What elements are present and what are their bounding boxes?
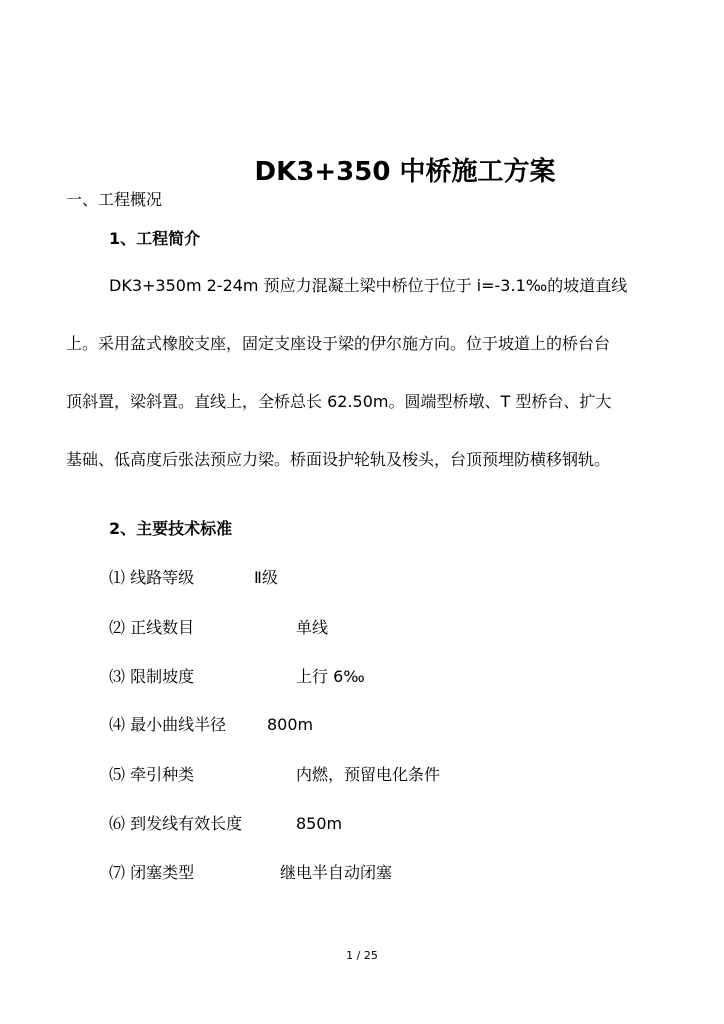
standard-label: ⑵ 正线数目 (109, 618, 195, 637)
standard-value: 800m (267, 715, 314, 734)
standard-item (109, 813, 669, 835)
standard-item (109, 862, 669, 884)
paragraph-line: 基础、低高度后张法预应力梁。桥面设护轮轨及梭头，台顶预埋防横移钢轨。 (66, 450, 611, 469)
standard-item (109, 764, 669, 786)
standard-label: ⑴ 线路等级 (109, 568, 195, 587)
standard-value: 单线 (296, 618, 329, 637)
standard-label: ⑷ 最小曲线半径 (109, 715, 227, 734)
standard-value: 850m (296, 814, 343, 833)
paragraph-line: DK3+350m 2-24m 预应力混凝土梁中桥位于位于 i=-3.1‰的坡道直线 (109, 276, 628, 295)
subsection-heading-standards: 2、主要技术标准 (109, 519, 233, 538)
section-heading-overview: 一、工程概况 (66, 190, 163, 209)
page-number: 1 / 25 (346, 949, 378, 962)
standard-label: ⑺ 闭塞类型 (109, 863, 195, 882)
subsection-heading-introduction: 1、工程简介 (109, 229, 201, 248)
standard-value: Ⅱ级 (254, 568, 278, 587)
standard-label: ⑸ 牵引种类 (109, 765, 195, 784)
standard-item (109, 617, 669, 639)
standard-value: 上行 6‰ (296, 667, 365, 686)
paragraph-line: 顶斜置，梁斜置。直线上，全桥总长 62.50m。圆端型桥墩、T 型桥台、扩大 (66, 392, 612, 411)
standard-value: 内燃，预留电化条件 (296, 765, 441, 784)
standard-item (109, 714, 669, 736)
document-title: DK3+350 中桥施工方案 (254, 157, 556, 187)
paragraph-line: 上。采用盆式橡胶支座，固定支座设于梁的伊尔施方向。位于坡道上的桥台台 (66, 334, 611, 353)
standard-label: ⑶ 限制坡度 (109, 667, 195, 686)
standard-item (109, 567, 669, 589)
standard-item (109, 666, 669, 688)
standard-value: 继电半自动闭塞 (280, 863, 393, 882)
standard-label: ⑹ 到发线有效长度 (109, 814, 243, 833)
